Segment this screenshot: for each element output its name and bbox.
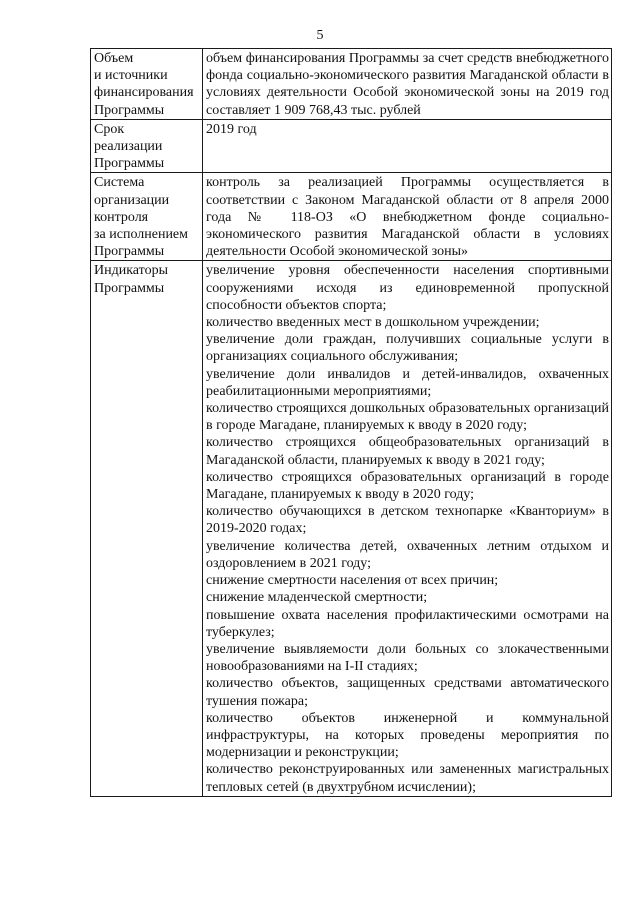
row-label-line: финансирования [94,85,194,101]
row-value-paragraph: контроль за реализацией Программы осуществляется в соответствии с Законом Магаданской области от 8 апреля 2000 года № 118-ОЗ «О внебюджетном фонде социально-экономического развития Магаданской области в условиях деятельности Особой экономической зоны» [206,175,609,260]
row-label-cell [91,49,203,120]
row-label-cell [91,173,203,261]
passport-row [91,119,612,173]
row-value-paragraph: объем финансирования Программы за счет средств внебюджетного фонда социально-экономического развития Магаданской области в условиях деятельности Особой экономической зоны на 2019 год составляет 1 909 768,43 тыс. рублей [206,51,609,118]
row-label-line: Индикаторы [94,263,168,279]
row-label-line: Программы [94,280,165,296]
passport-row [91,261,612,796]
program-passport-table [90,48,612,797]
row-label-line: реализации [94,139,163,155]
row-value-paragraph: увеличение уровня обеспеченности населения спортивными сооружениями исходя из единовременной пропускной способности объектов спорта; [206,263,609,313]
row-value-paragraph: количество обучающихся в детском технопарке «Кванториум» в 2019-2020 годах; [206,504,609,537]
page-number: 5 [316,28,324,43]
passport-row [91,173,612,261]
row-label-line: Объем [94,51,134,66]
row-label-line: Программы [94,244,165,260]
row-value-paragraph: увеличение количества детей, охваченных летним отдыхом и оздоровлением в 2021 году; [206,538,609,571]
row-label-line: Система [94,175,145,191]
passport-table-body [91,49,612,797]
row-value-paragraph: количество объектов, защищенных средствами автоматического тушения пожара; [206,676,609,709]
row-label-line: и источники [94,68,168,84]
row-value-paragraph: повышение охвата населения профилактическими осмотрами на туберкулез; [206,607,609,640]
row-value-paragraph: увеличение доли граждан, получивших социальные услуги в организациях социального обслуживания; [206,332,609,365]
row-label-line: за исполнением [94,227,189,243]
row-label-cell [91,261,203,796]
row-value-paragraph: количество строящихся общеобразовательных организаций в Магаданской области, планируемых к вводу в 2021 году; [206,435,609,468]
row-value-paragraph: количество строящихся образовательных организаций в городе Магадане, планируемых к вводу в 2020 году; [206,469,609,503]
row-label-cell [91,119,203,173]
row-value-paragraph: 2019 год [206,121,257,137]
passport-row [91,49,612,120]
row-value-paragraph: количество строящихся дошкольных образовательных организаций в городе Магадане, планируемых к вводу в 2020 году; [206,401,609,434]
row-value-paragraph: снижение смертности населения от всех причин; [206,573,499,589]
row-label-line: Программы [94,102,165,118]
row-value-cell [203,119,612,173]
row-value-cell [203,173,612,261]
row-value-cell [203,49,612,120]
row-value-cell [203,261,612,796]
row-value-paragraph: количество реконструированных или замененных магистральных тепловых сетей (в двухтрубном исчислении); [206,762,609,795]
row-label-line: контроля [94,209,149,225]
row-value-paragraph: увеличение доли инвалидов и детей-инвалидов, охваченных реабилитационными мероприятиями; [206,366,609,399]
row-label-line: Срок [94,121,125,137]
row-value-paragraph: количество объектов инженерной и коммунальной инфраструктуры, на которых проведены мероприятия по модернизации и реконструкции; [206,710,609,761]
row-value-paragraph: снижение младенческой смертности; [206,590,428,606]
row-value-paragraph: количество введенных мест в дошкольном учреждении; [206,315,540,331]
row-label-line: организации [94,192,170,208]
row-value-paragraph: увеличение выявляемости доли больных со злокачественными новообразованиями на I-II стадиях; [206,641,609,675]
row-label-line: Программы [94,156,165,172]
